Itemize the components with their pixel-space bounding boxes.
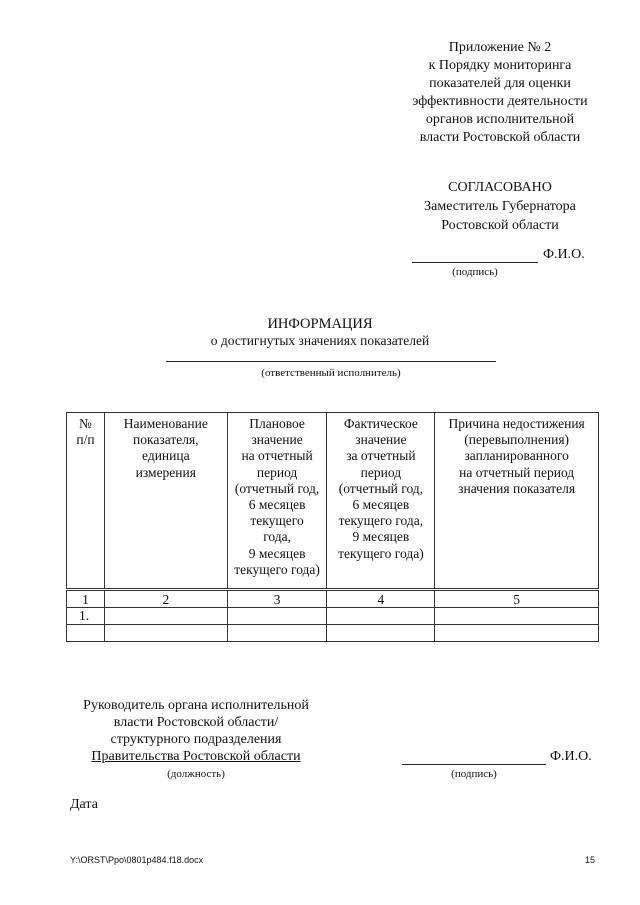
header-cell-reason: Причина недостижения (перевыполнения) запланированного на отчетный период значения показателя [435, 413, 599, 590]
approval-title: СОГЛАСОВАНО [448, 180, 552, 195]
column-number-cell: 4 [327, 590, 435, 608]
position-caption: (должность) [167, 768, 225, 780]
approval-signature-caption: (подпись) [452, 266, 498, 278]
signatory-organization: Правительства Ростовской области [91, 749, 301, 764]
signatory-line: Руководитель органа исполнительной [83, 698, 309, 713]
approval-signature-line [412, 262, 538, 263]
header-cell-actual-value: Фактическое значение за отчетный период (отчетный год, 6 месяцев текущего года, 9 месяцев текущего года) [327, 413, 435, 590]
header-cell-indicator-name: Наименование показателя, единица измерения [104, 413, 227, 590]
table-row [67, 625, 599, 642]
indicators-table [66, 412, 599, 642]
document-subtitle: о достигнутых значениях показателей [210, 333, 430, 348]
date-label: Дата [70, 797, 98, 812]
page-number: 15 [585, 855, 596, 865]
approval-position-line: Ростовской области [441, 218, 559, 233]
column-number-cell: 3 [227, 590, 327, 608]
approval-position-line: Заместитель Губернатора [424, 199, 576, 214]
table-row [67, 608, 599, 625]
appendix-line: показателей для оценки [429, 76, 571, 91]
header-cell-planned-value: Плановое значение на отчетный период (отчетный год, 6 месяцев текущего года, 9 месяцев текущего года) [227, 413, 327, 590]
column-number-cell: 2 [104, 590, 227, 608]
column-number-cell: 1 [67, 590, 105, 608]
appendix-reference [395, 39, 605, 147]
table-cell [227, 608, 327, 625]
table-cell: 1. [67, 608, 105, 625]
approval-fio: Ф.И.О. [543, 247, 585, 262]
appendix-line: эффективности деятельности [412, 94, 588, 109]
table-cell [435, 625, 599, 642]
table-header-row [67, 413, 599, 590]
table-cell [435, 608, 599, 625]
table-cell [327, 608, 435, 625]
table-cell [67, 625, 105, 642]
table-cell [104, 608, 227, 625]
signatory-line: власти Ростовской области/ [113, 715, 279, 730]
signatory-line: структурного подразделения [110, 732, 282, 747]
header-cell-number: № п/п [67, 413, 105, 590]
appendix-line: власти Ростовской области [419, 130, 581, 145]
table-cell [327, 625, 435, 642]
column-number-cell: 5 [435, 590, 599, 608]
footer-file-path: Y:\ORST\Ppo\0801p484.f18.docx [70, 855, 204, 865]
column-numbers-row [67, 590, 599, 608]
table-cell [227, 625, 327, 642]
signatory-signature-caption: (подпись) [451, 768, 497, 780]
document-title: ИНФОРМАЦИЯ [267, 316, 373, 332]
signatory-block [66, 697, 326, 765]
appendix-line: органов исполнительной [425, 112, 575, 127]
table-cell [104, 625, 227, 642]
responsible-executor-caption: (ответственный исполнитель) [261, 367, 401, 379]
responsible-executor-line [166, 361, 496, 362]
appendix-line: к Порядку мониторинга [428, 58, 572, 73]
signatory-fio: Ф.И.О. [550, 749, 592, 764]
approval-block [400, 178, 600, 235]
signatory-signature-line [402, 764, 546, 765]
appendix-line: Приложение № 2 [448, 40, 552, 55]
